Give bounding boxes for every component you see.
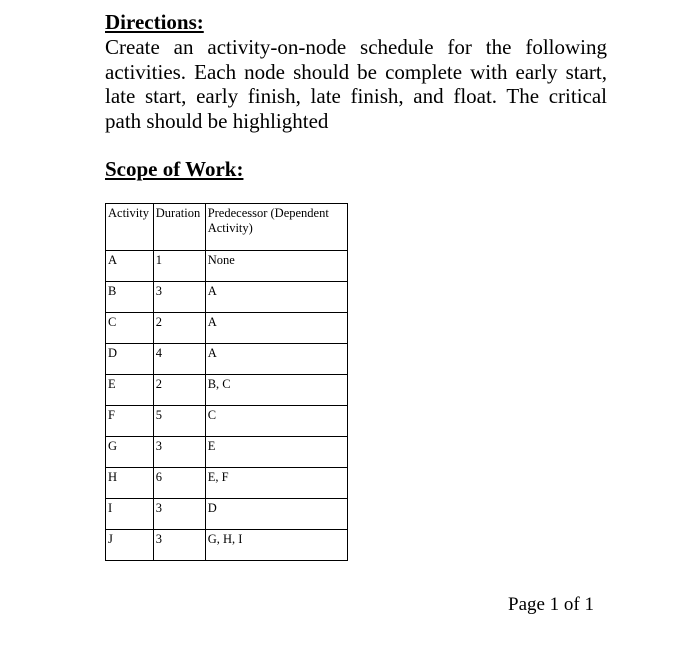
activity-cell: H (106, 468, 154, 499)
table-row (106, 499, 348, 530)
predecessor-cell: C (205, 406, 347, 437)
activity-cell: G (106, 437, 154, 468)
predecessor-cell: E (205, 437, 347, 468)
table-row (106, 313, 348, 344)
predecessor-column-header: Predecessor (Dependent Activity) (205, 204, 347, 251)
predecessor-cell: A (205, 344, 347, 375)
directions-text: Create an activity-on-node schedule for the following activities. Each node should be complete with early start, late start, early finish, late finish, and float. The critical path should be highlighted (105, 35, 607, 133)
duration-cell: 1 (153, 251, 205, 282)
table-header-row (106, 204, 348, 251)
activity-column-header: Activity (106, 204, 154, 251)
page-number: Page 1 of 1 (508, 594, 595, 615)
directions-heading: Directions: (105, 10, 204, 34)
activity-cell: C (106, 313, 154, 344)
activity-cell: I (106, 499, 154, 530)
table-row (106, 530, 348, 561)
activity-cell: B (106, 282, 154, 313)
table-row (106, 282, 348, 313)
activity-cell: A (106, 251, 154, 282)
predecessor-cell: A (205, 313, 347, 344)
activity-cell: F (106, 406, 154, 437)
activity-schedule-table (105, 203, 348, 561)
predecessor-cell: D (205, 499, 347, 530)
duration-cell: 3 (153, 282, 205, 313)
activity-cell: D (106, 344, 154, 375)
table-row (106, 375, 348, 406)
activity-cell: J (106, 530, 154, 561)
table-row (106, 468, 348, 499)
duration-cell: 3 (153, 437, 205, 468)
predecessor-cell: None (205, 251, 347, 282)
duration-cell: 2 (153, 375, 205, 406)
duration-cell: 2 (153, 313, 205, 344)
table-row (106, 437, 348, 468)
duration-cell: 5 (153, 406, 205, 437)
duration-cell: 3 (153, 530, 205, 561)
table-row (106, 406, 348, 437)
duration-cell: 4 (153, 344, 205, 375)
activity-cell: E (106, 375, 154, 406)
duration-column-header: Duration (153, 204, 205, 251)
table-row (106, 251, 348, 282)
predecessor-cell: A (205, 282, 347, 313)
table-row (106, 344, 348, 375)
predecessor-cell: E, F (205, 468, 347, 499)
predecessor-cell: G, H, I (205, 530, 347, 561)
duration-cell: 3 (153, 499, 205, 530)
duration-cell: 6 (153, 468, 205, 499)
scope-of-work-heading: Scope of Work: (105, 157, 244, 181)
predecessor-cell: B, C (205, 375, 347, 406)
